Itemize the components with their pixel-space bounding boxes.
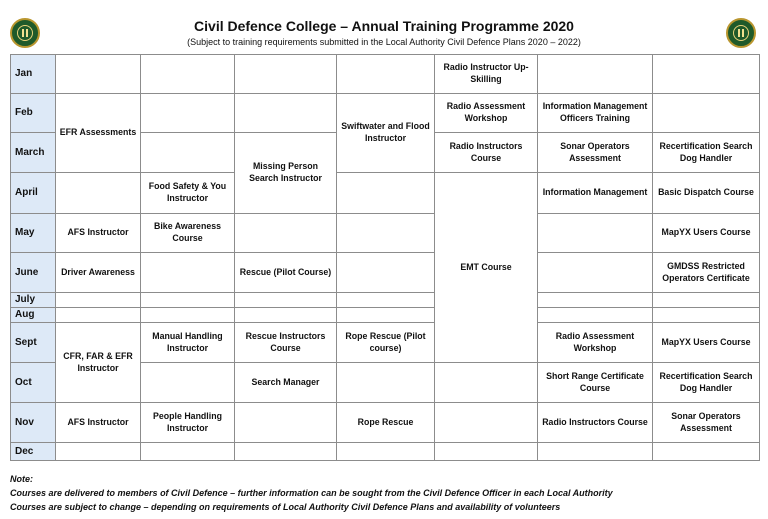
empty-cell [336, 442, 435, 461]
empty-cell [537, 252, 653, 293]
empty-cell [537, 292, 653, 308]
course-radio-assessment-workshop-sept: Radio Assessment Workshop [537, 322, 653, 363]
month-april: April [10, 172, 56, 214]
course-gmdss-restricted-operators: GMDSS Restricted Operators Certificate [652, 252, 760, 293]
month-oct: Oct [10, 362, 56, 403]
course-sonar-operators-march: Sonar Operators Assessment [537, 132, 653, 173]
course-afs-instructor-may: AFS Instructor [55, 213, 141, 253]
page-subtitle: (Subject to training requirements submitted in the Local Authority Civil Defence Plans 2020 – 2022) [187, 37, 581, 47]
course-rope-rescue: Rope Rescue [336, 402, 435, 443]
course-efr-assessments: EFR Assessments [55, 93, 141, 173]
course-search-manager: Search Manager [234, 362, 337, 403]
course-driver-awareness: Driver Awareness [55, 252, 141, 293]
empty-cell [55, 54, 141, 94]
empty-cell [234, 307, 337, 323]
course-swiftwater-flood-instructor: Swiftwater and Flood Instructor [336, 93, 435, 173]
empty-cell [652, 307, 760, 323]
month-june: June [10, 252, 56, 293]
empty-cell [336, 213, 435, 253]
course-radio-instructors-march: Radio Instructors Course [434, 132, 538, 173]
empty-cell [336, 362, 435, 403]
empty-cell [140, 54, 235, 94]
empty-cell [140, 93, 235, 133]
note-line-2: Courses are subject to change – depending on requirements of Local Authority Civil Defence Plans and availability of volunteers [10, 502, 561, 512]
empty-cell [55, 172, 141, 214]
course-recertification-search-dog-oct: Recertification Search Dog Handler [652, 362, 760, 403]
month-may: May [10, 213, 56, 253]
month-dec: Dec [10, 442, 56, 461]
note-heading: Note: [10, 474, 33, 484]
course-information-management-officers: Information Management Officers Training [537, 93, 653, 133]
empty-cell [336, 292, 435, 308]
course-missing-person-search-instructor: Missing Person Search Instructor [234, 132, 337, 214]
month-sept: Sept [10, 322, 56, 363]
month-feb: Feb [10, 93, 56, 133]
note-line-1: Courses are delivered to members of Civil Defence – further information can be sought from the Civil Defence Officer in each Local Authority [10, 488, 613, 498]
empty-cell [652, 292, 760, 308]
empty-cell [140, 442, 235, 461]
course-cfr-far-efr-instructor: CFR, FAR & EFR Instructor [55, 322, 141, 403]
month-jan: Jan [10, 54, 56, 94]
month-aug: Aug [10, 307, 56, 323]
course-emt: EMT Course [434, 172, 538, 363]
course-short-range-certificate: Short Range Certificate Course [537, 362, 653, 403]
course-rope-rescue-pilot: Rope Rescue (Pilot course) [336, 322, 435, 363]
course-food-safety-instructor: Food Safety & You Instructor [140, 172, 235, 214]
empty-cell [234, 292, 337, 308]
course-basic-dispatch: Basic Dispatch Course [652, 172, 760, 214]
course-radio-instructor-upskilling: Radio Instructor Up-Skilling [434, 54, 538, 94]
course-recertification-search-dog-march: Recertification Search Dog Handler [652, 132, 760, 173]
empty-cell [537, 213, 653, 253]
empty-cell [537, 54, 653, 94]
empty-cell [55, 307, 141, 323]
course-sonar-operators-nov: Sonar Operators Assessment [652, 402, 760, 443]
course-mapyx-users-may: MapYX Users Course [652, 213, 760, 253]
empty-cell [140, 252, 235, 293]
course-afs-instructor-nov: AFS Instructor [55, 402, 141, 443]
course-rescue-pilot: Rescue (Pilot Course) [234, 252, 337, 293]
empty-cell [234, 93, 337, 133]
month-march: March [10, 132, 56, 173]
empty-cell [537, 307, 653, 323]
course-rescue-instructors: Rescue Instructors Course [234, 322, 337, 363]
empty-cell [234, 213, 337, 253]
month-nov: Nov [10, 402, 56, 443]
empty-cell [140, 307, 235, 323]
course-people-handling-instructor: People Handling Instructor [140, 402, 235, 443]
empty-cell [336, 54, 435, 94]
empty-cell [234, 54, 337, 94]
course-radio-instructors-nov: Radio Instructors Course [537, 402, 653, 443]
empty-cell [336, 252, 435, 293]
empty-cell [140, 292, 235, 308]
empty-cell [434, 362, 538, 403]
empty-cell [652, 93, 760, 133]
empty-cell [434, 442, 538, 461]
empty-cell [652, 442, 760, 461]
course-bike-awareness: Bike Awareness Course [140, 213, 235, 253]
empty-cell [652, 54, 760, 94]
course-information-management-april: Information Management [537, 172, 653, 214]
empty-cell [55, 442, 141, 461]
empty-cell [234, 402, 337, 443]
empty-cell [140, 362, 235, 403]
empty-cell [55, 292, 141, 308]
month-july: July [10, 292, 56, 308]
empty-cell [140, 132, 235, 173]
course-mapyx-users-sept: MapYX Users Course [652, 322, 760, 363]
course-radio-assessment-workshop-feb: Radio Assessment Workshop [434, 93, 538, 133]
course-manual-handling-instructor: Manual Handling Instructor [140, 322, 235, 363]
empty-cell [336, 307, 435, 323]
empty-cell [537, 442, 653, 461]
page-title: Civil Defence College – Annual Training Programme 2020 [194, 18, 574, 34]
empty-cell [234, 442, 337, 461]
empty-cell [336, 172, 435, 214]
empty-cell [434, 402, 538, 443]
